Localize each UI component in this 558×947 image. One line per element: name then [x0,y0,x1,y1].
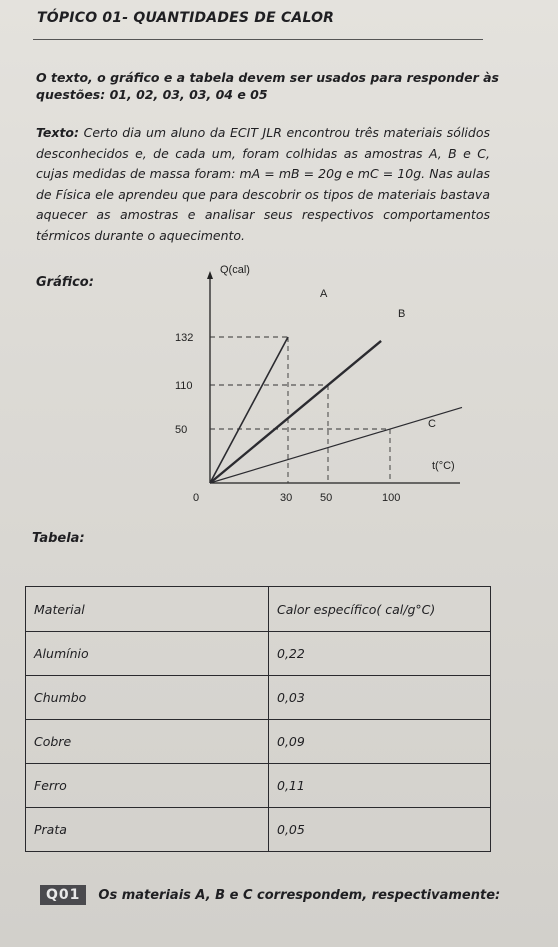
header-material: Material [26,587,269,632]
series-line-c [210,407,462,483]
y-tick-label: 110 [175,380,193,392]
question-row [40,885,500,905]
y-tick-label: 50 [175,424,188,436]
title-underline [33,39,483,40]
table-row [26,676,491,720]
question-text: Os materiais A, B e C correspondem, respectivamente: [98,887,501,903]
table-row [26,764,491,808]
x-tick-label: 50 [320,492,333,504]
mass-expression: mA = mB = 20g e mC = 10g [239,166,422,182]
instructions: O texto, o gráfico e a tabela devem ser usados para responder às questões: 01, 02, 03, 03, 04 e 05 [36,70,499,102]
specific-heat-cell: 0,11 [269,764,491,808]
heat-vs-temperature-chart [160,255,480,515]
specific-heat-cell: 0,09 [269,720,491,764]
material-cell: Ferro [26,764,269,808]
text-part-1: Certo dia um aluno da ECIT JLR encontrou três materiais sólidos desconhecidos e, de cada um, foram colhidas as amostras A, B e C, cujas medidas de massa foram: [36,125,490,182]
series-label-b: B [398,308,406,320]
table-row [26,720,491,764]
question-badge: Q01 [40,885,86,905]
table-row [26,632,491,676]
specific-heat-cell: 0,22 [269,632,491,676]
material-cell: Prata [26,808,269,852]
x-tick-label: 30 [280,492,293,504]
material-cell: Chumbo [26,676,269,720]
specific-heat-cell: 0,03 [269,676,491,720]
series-label-c: C [428,418,436,430]
origin-label: 0 [193,492,200,504]
text-label: Texto: [36,125,80,140]
specific-heat-table [25,586,491,852]
series-line-a [210,337,288,483]
y-axis-arrow [207,271,213,279]
x-tick-label: 100 [382,492,401,504]
table-header-row [26,587,491,632]
series-label-a: A [320,288,328,300]
page-title: TÓPICO 01- QUANTIDADES DE CALOR [37,10,335,26]
x-axis-label: t(°C) [432,460,455,472]
problem-text [36,123,490,247]
text-part-2: . Nas aulas de Física ele aprendeu que para descobrir os tipos de materiais bastava aquecer as amostras e analisar seus respectivos comportamentos térmicos durante o aquecimento. [36,166,490,243]
material-cell: Alumínio [26,632,269,676]
header-specific-heat: Calor específico( cal/g°C) [269,587,491,632]
series-line-b [210,341,381,483]
material-cell: Cobre [26,720,269,764]
y-tick-label: 132 [175,332,194,344]
y-axis-label: Q(cal) [220,264,250,276]
specific-heat-cell: 0,05 [269,808,491,852]
table-label: Tabela: [32,531,85,546]
graph-label: Gráfico: [36,275,94,290]
table-row [26,808,491,852]
